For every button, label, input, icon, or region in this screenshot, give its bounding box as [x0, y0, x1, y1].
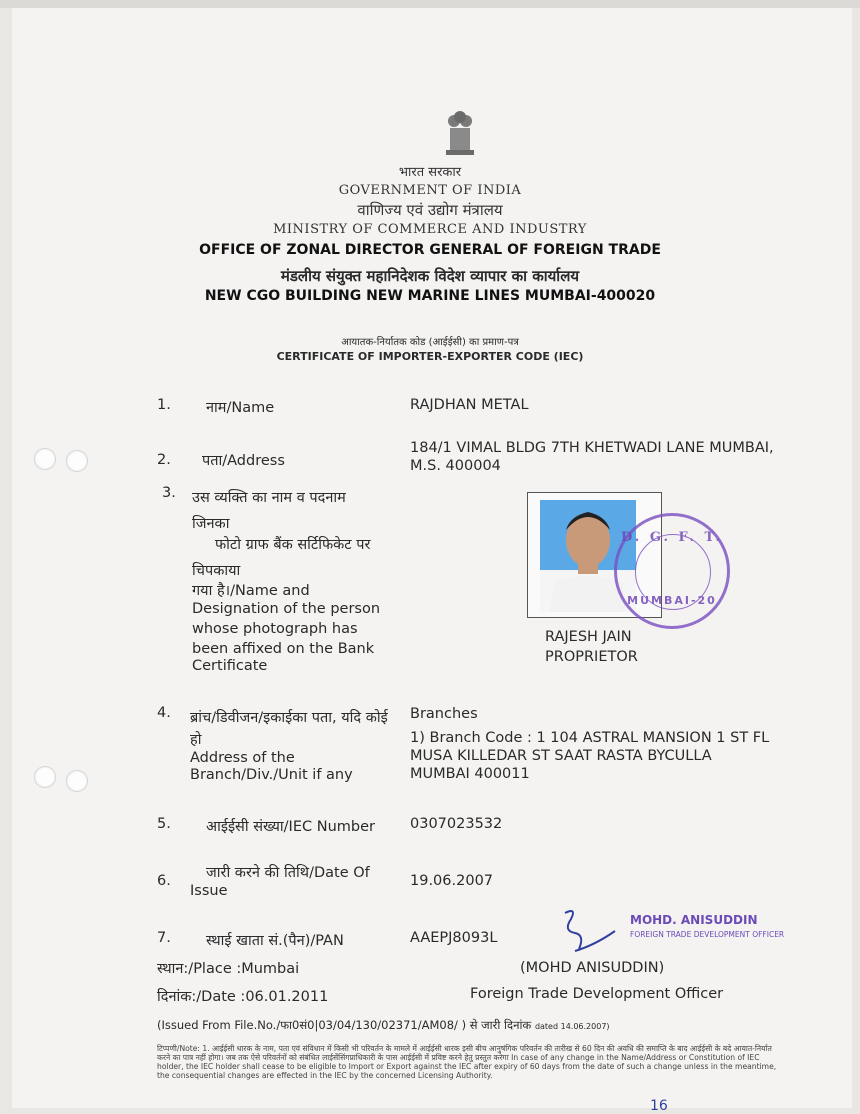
iec-number-value: 0307023532	[410, 816, 503, 832]
seal-bottom-text: MUMBAI-20	[627, 594, 717, 607]
issued-date: dated 14.06.2007)	[534, 1022, 610, 1031]
officer-stamp-subtitle: FOREIGN TRADE DEVELOPMENT OFFICER	[630, 930, 785, 939]
person-label-line8: been affixed on the Bank	[192, 641, 375, 657]
page-mark: 16	[650, 1098, 668, 1114]
name-value: RAJDHAN METAL	[410, 397, 529, 413]
branch-label-line3: Address of the	[190, 750, 295, 766]
branch-address-line3: MUMBAI 400011	[410, 766, 530, 782]
person-label-line7: whose photograph has	[192, 621, 358, 637]
person-label-line2: जिनका	[192, 516, 230, 532]
hindi-certificate-title: आयातक-निर्यातक कोड (आईईसी) का प्रमाण-पत्र	[341, 337, 519, 348]
address-value-line2: M.S. 400004	[410, 458, 501, 474]
branch-label-line1: ब्रांच/डिवीजन/इकाईका पता, यदि कोई	[190, 710, 388, 726]
punch-hole	[66, 770, 88, 792]
issued-from	[157, 1018, 610, 1033]
person-label-line4: चिपकाया	[192, 563, 241, 579]
iec-number-label: आईईसी संख्या/IEC Number	[206, 819, 375, 835]
person-label-line6: Designation of the person	[192, 601, 381, 617]
office-title: OFFICE OF ZONAL DIRECTOR GENERAL OF FOREIGN TRADE	[199, 242, 661, 258]
footnote: टिप्पणी/Note: 1. आईईसी धारक के नाम, पता एवं संविधान में किसी भी परिवर्तन के मामले में आईईसी धारक इसी बीच आनुषंगिक परिवर्तन की तारीख से 60 दिन की अवधि की समाप्ति के बाद आईईसी के बदे आयात-निर्यात करने का पात्र नहीं होगा। जब तक ऐसे परिवर्तनों को संबंधित लाईसेंसिंगप्राधिकारी के पास आईईसी में प्रविष्ट करने हेतु प्रस्तुत करेगा In case of any change in the Name/Address or Constitution of IEC holder, the IEC holder shall cease to be eligible to Import or Export against the IEC after expiry of 60 days from the date of such a change unless in the meantime, the consequential changes are effected in the IEC by the concerned Licensing Authority.	[157, 1044, 777, 1080]
punch-hole	[34, 766, 56, 788]
branch-label-line2: हो	[190, 732, 202, 748]
branch-address-line1: 1) Branch Code : 1 104 ASTRAL MANSION 1 ST FL	[410, 730, 770, 746]
date-of-issue-value: 19.06.2007	[410, 873, 494, 889]
pan-value: AAEPJ8093L	[410, 930, 498, 946]
field-number: 6.	[157, 873, 171, 889]
national-emblem-icon	[440, 108, 480, 158]
field-number: 5.	[157, 816, 171, 832]
branch-address-line2: MUSA KILLEDAR ST SAAT RASTA BYCULLA	[410, 748, 712, 764]
punch-hole	[66, 450, 88, 472]
hindi-government-title: भारत सरकार	[398, 165, 462, 180]
person-label-line1: उस व्यक्ति का नाम व पदनाम	[192, 490, 346, 506]
branches-title: Branches	[410, 706, 478, 722]
person-designation: PROPRIETOR	[545, 649, 638, 665]
hindi-office-title: मंडलीय संयुक्त महानिदेशक विदेश व्यापार का कार्यालय	[280, 267, 580, 285]
address-label: पता/Address	[202, 453, 285, 469]
officer-stamp-name: MOHD. ANISUDDIN	[630, 913, 758, 927]
pan-label: स्थाई खाता सं.(पैन)/PAN	[206, 933, 344, 949]
date-of-issue-label-line2: Issue	[190, 883, 228, 899]
signature-icon	[555, 905, 625, 965]
date: दिनांक:/Date :06.01.2011	[157, 989, 329, 1005]
date-of-issue-label-line1: जारी करने की तिथि/Date Of	[206, 865, 370, 881]
field-number: 7.	[157, 930, 171, 946]
person-name: RAJESH JAIN	[545, 629, 632, 645]
person-label-line9: Certificate	[192, 658, 268, 674]
ministry-title: MINISTRY OF COMMERCE AND INDUSTRY	[273, 222, 587, 237]
branch-label-line4: Branch/Div./Unit if any	[190, 767, 353, 783]
address-value-line1: 184/1 VIMAL BLDG 7TH KHETWADI LANE MUMBAI,	[410, 440, 774, 456]
signatory-designation: Foreign Trade Development Officer	[470, 986, 724, 1002]
name-label: नाम/Name	[206, 400, 275, 416]
certificate-title: CERTIFICATE OF IMPORTER-EXPORTER CODE (IEC)	[276, 350, 584, 363]
top-strip	[0, 0, 860, 8]
field-number: 3.	[162, 485, 176, 501]
hindi-ministry-title: वाणिज्य एवं उद्योग मंत्रालय	[357, 201, 503, 219]
person-label-line5: गया है।/Name and	[192, 583, 310, 599]
signatory-name: (MOHD ANISUDDIN)	[520, 960, 665, 976]
issued-from-file: (Issued From File.No./फा0सं0|03/04/130/02371/AM08/ ) से जारी दिनांक	[157, 1018, 532, 1032]
field-number: 1.	[157, 397, 171, 413]
field-number: 2.	[157, 452, 171, 468]
field-number: 4.	[157, 705, 171, 721]
punch-hole	[34, 448, 56, 470]
office-address: NEW CGO BUILDING NEW MARINE LINES MUMBAI-400020	[204, 288, 656, 304]
person-label-line3: फोटो ग्राफ बैंक सर्टिफिकेट पर	[215, 537, 371, 553]
dgft-seal-stamp	[614, 513, 730, 629]
place: स्थान:/Place :Mumbai	[157, 961, 300, 977]
government-title: GOVERNMENT OF INDIA	[338, 183, 522, 198]
seal-top-text: D. G. F. T.	[620, 530, 724, 545]
